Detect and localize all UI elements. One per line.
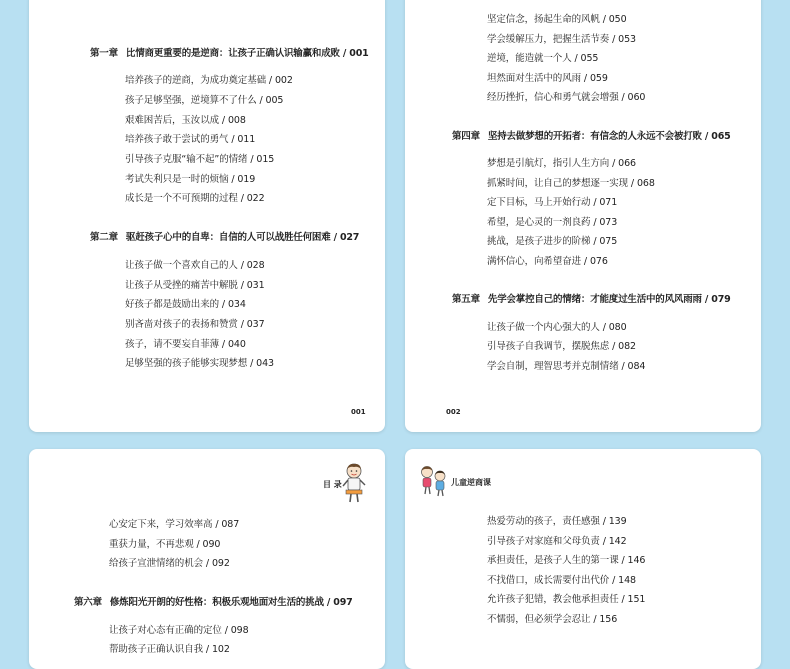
toc-entry: 孩子，请不要妄自菲薄 / 040 — [125, 339, 246, 350]
toc-entry: 抓紧时间，让自己的梦想逐一实现 / 068 — [487, 178, 655, 189]
chapter-heading — [90, 45, 369, 59]
chapter-heading — [90, 229, 359, 243]
book-page-toc — [29, 449, 385, 669]
chapter-number: 第二章 — [90, 232, 118, 243]
toc-entry: 梦想是引航灯，指引人生方向 / 066 — [487, 158, 636, 169]
chapter-number: 第一章 — [90, 48, 118, 59]
toc-entry: 挑战，是孩子进步的阶梯 / 075 — [487, 236, 618, 247]
chapter-number: 第六章 — [74, 597, 102, 608]
toc-entry: 别吝啬对孩子的表扬和赞赏 / 037 — [125, 319, 265, 330]
toc-entry: 让孩子做一个喜欢自己的人 / 028 — [125, 260, 265, 271]
toc-entry: 希望，是心灵的一剂良药 / 073 — [487, 217, 618, 228]
toc-entry: 重获力量，不再悲观 / 090 — [109, 539, 221, 550]
toc-entry: 允许孩子犯错，教会他承担责任 / 151 — [487, 594, 646, 605]
toc-entry: 经历挫折，信心和勇气就会增强 / 060 — [487, 92, 646, 103]
chapter-heading — [452, 128, 731, 142]
chapter-number: 第四章 — [452, 131, 480, 142]
child-illustration — [341, 462, 367, 504]
page-number: 001 — [351, 408, 366, 416]
chapter-number: 第五章 — [452, 294, 480, 305]
chapter-title: 先学会掌控自己的情绪：才能度过生活中的风风雨雨 / 079 — [487, 294, 731, 305]
toc-entry: 培养孩子敢于尝试的勇气 / 011 — [125, 134, 256, 145]
chapter-title: 驱赶孩子心中的自卑：自信的人可以战胜任何困难 / 027 — [125, 232, 360, 243]
toc-entry: 逆境，能造就一个人 / 055 — [487, 53, 599, 64]
toc-entry: 坚定信念，扬起生命的风帆 / 050 — [487, 14, 627, 25]
toc-entry: 给孩子宣泄情绪的机会 / 092 — [109, 558, 230, 569]
toc-entry: 让孩子从受挫的痛苦中解脱 / 031 — [125, 280, 265, 291]
toc-entry: 引导孩子对家庭和父母负责 / 142 — [487, 536, 627, 547]
chapter-title: 比情商更重要的是逆商：让孩子正确认识输赢和成败 / 001 — [125, 48, 369, 59]
toc-entry: 足够坚强的孩子能够实现梦想 / 043 — [125, 358, 274, 369]
page-number: 002 — [446, 408, 461, 416]
toc-entry: 心安定下来，学习效率高 / 087 — [109, 519, 240, 530]
chapter-title: 修炼阳光开朗的好性格：积极乐观地面对生活的挑战 / 097 — [109, 597, 353, 608]
toc-entry: 艰难困苦后，玉汝以成 / 008 — [125, 115, 246, 126]
toc-entry: 定下目标，马上开始行动 / 071 — [487, 197, 618, 208]
chapter-title: 坚持去做梦想的开拓者：有信念的人永远不会被打败 / 065 — [487, 131, 731, 142]
toc-entry: 好孩子都是鼓励出来的 / 034 — [125, 299, 246, 310]
toc-entry: 学会缓解压力，把握生活节奏 / 053 — [487, 34, 636, 45]
toc-entry: 学会自制，理智思考并克制情绪 / 084 — [487, 361, 646, 372]
children-illustration — [417, 463, 451, 497]
book-page-002 — [405, 0, 761, 432]
book-page-toc-continued — [405, 449, 761, 669]
toc-entry: 坦然面对生活中的风雨 / 059 — [487, 73, 608, 84]
toc-entry: 引导孩子自我调节，摆脱焦虑 / 082 — [487, 341, 636, 352]
toc-entry: 热爱劳动的孩子，责任感强 / 139 — [487, 516, 627, 527]
toc-entry: 不懦弱，但必须学会忍让 / 156 — [487, 614, 618, 625]
chapter-heading — [452, 291, 731, 305]
toc-entry: 引导孩子克服“输不起”的情绪 / 015 — [125, 154, 275, 165]
toc-entry: 承担责任，是孩子人生的第一课 / 146 — [487, 555, 646, 566]
toc-entry: 帮助孩子正确认识自我 / 102 — [109, 644, 230, 655]
toc-entry: 不找借口，成长需要付出代价 / 148 — [487, 575, 636, 586]
toc-entry: 孩子足够坚强，逆境算不了什么 / 005 — [125, 95, 284, 106]
toc-entry: 满怀信心，向希望奋进 / 076 — [487, 256, 608, 267]
running-header: 儿童逆商课 — [451, 478, 491, 487]
toc-entry: 考试失利只是一时的烦恼 / 019 — [125, 174, 256, 185]
toc-entry: 让孩子对心态有正确的定位 / 098 — [109, 625, 249, 636]
book-page-001 — [29, 0, 385, 432]
running-header: 目 录 — [323, 480, 342, 489]
toc-entry: 成长是一个不可预期的过程 / 022 — [125, 193, 265, 204]
chapter-heading — [74, 594, 353, 608]
toc-entry-cut — [487, 0, 598, 1]
toc-entry: 培养孩子的逆商，为成功奠定基础 / 002 — [125, 75, 293, 86]
toc-entry: 让孩子做一个内心强大的人 / 080 — [487, 322, 627, 333]
